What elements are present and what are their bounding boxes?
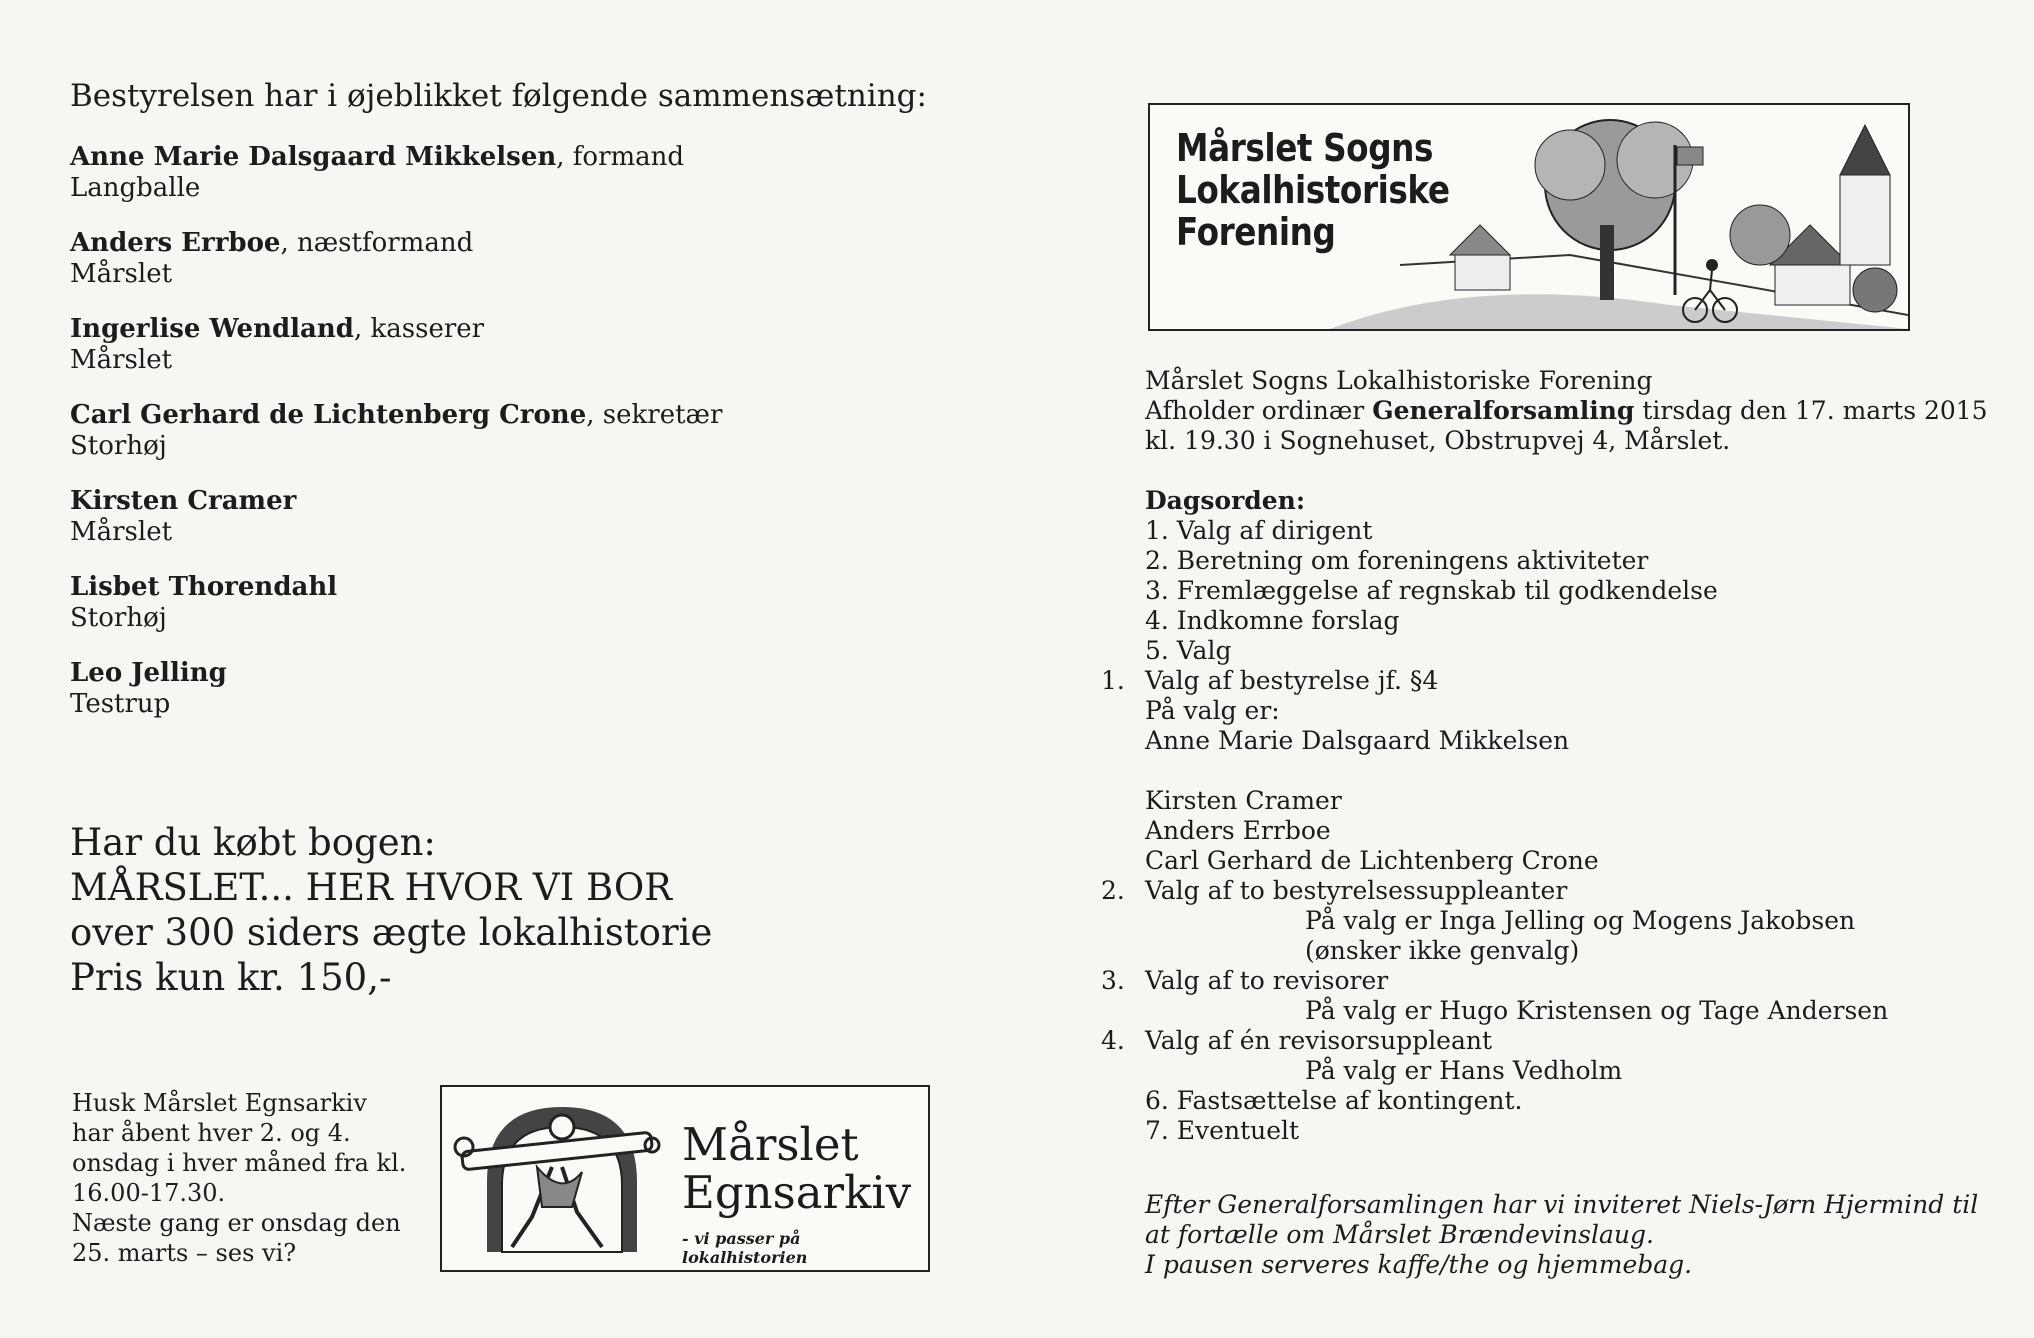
meeting-line: kl. 19.30 i Sognehuset, Obstrupvej 4, Mårslet. <box>1145 426 1731 455</box>
member-role: , næstformand <box>280 228 474 258</box>
member-name: Anders Errboe <box>70 228 281 258</box>
member-place: Mårslet <box>70 345 173 375</box>
member-place: Langballe <box>70 173 201 203</box>
agenda-subitem: 4. Valg af én revisorsuppleant <box>1101 1026 1493 1055</box>
member-role: , sekretær <box>586 400 723 430</box>
agenda-item: 4. Indkomne forslag <box>1145 606 1400 635</box>
agenda-item: 3. Fremlæggelse af regnskab til godkendelse <box>1145 576 1718 605</box>
book-title: MÅRSLET... HER HVOR VI BOR <box>70 866 673 909</box>
village-illustration-icon <box>1150 105 1908 329</box>
footer-note: Efter Generalforsamlingen har vi inviteret Niels-Jørn Hjermind til <box>1145 1190 1979 1219</box>
agenda-heading: Dagsorden: <box>1145 486 1306 515</box>
agenda-item: 6. Fastsættelse af kontingent. <box>1145 1086 1523 1115</box>
archive-line: 16.00-17.30. <box>72 1179 226 1207</box>
meeting-generalforsamling: Generalforsamling <box>1372 396 1635 425</box>
book-advert <box>70 820 712 1000</box>
archive-line: 25. marts – ses vi? <box>72 1239 297 1267</box>
agenda-text: Carl Gerhard de Lichtenberg Crone <box>1145 846 1599 875</box>
member-place: Mårslet <box>70 259 173 289</box>
board-member <box>70 142 970 204</box>
board-heading: Bestyrelsen har i øjeblikket følgende sammensætning: <box>70 78 927 114</box>
board-member <box>70 572 970 634</box>
meeting-org: Mårslet Sogns Lokalhistoriske Forening <box>1145 366 1653 395</box>
meeting-line: Afholder ordinær Generalforsamling tirsdag den 17. marts 2015 <box>1145 396 1988 425</box>
member-name: Kirsten Cramer <box>70 486 297 516</box>
member-name: Ingerlise Wendland <box>70 314 354 344</box>
member-name: Lisbet Thorendahl <box>70 572 338 602</box>
society-logo <box>1148 103 1910 331</box>
agenda-text: På valg er Inga Jelling og Mogens Jakobsen <box>1305 906 1856 935</box>
board-member <box>70 486 970 548</box>
archive-figure-icon <box>442 1087 672 1267</box>
board-members <box>70 142 970 720</box>
egnsarkiv-title: Mårslet Egnsarkiv <box>682 1118 912 1219</box>
agenda-text: Anne Marie Dalsgaard Mikkelsen <box>1145 726 1570 755</box>
member-role: , formand <box>556 142 685 172</box>
archive-line: Husk Mårslet Egnsarkiv <box>72 1089 367 1117</box>
book-line: over 300 siders ægte lokalhistorie <box>70 911 713 954</box>
egnsarkiv-logo <box>440 1085 930 1272</box>
archive-note <box>72 1088 412 1268</box>
agenda-item: 1. Valg af dirigent <box>1145 516 1373 545</box>
board-member <box>70 314 970 376</box>
agenda-item: 5. Valg <box>1145 636 1232 665</box>
agenda-item: 2. Beretning om foreningens aktiviteter <box>1145 546 1649 575</box>
book-price: Pris kun kr. 150,- <box>70 956 392 999</box>
agenda-subitem: 1. Valg af bestyrelse jf. §4 <box>1101 666 1439 695</box>
footer-note: I pausen serveres kaffe/the og hjemmebag. <box>1145 1250 1693 1279</box>
member-name: Anne Marie Dalsgaard Mikkelsen <box>70 142 557 172</box>
agenda-text: På valg er Hugo Kristensen og Tage Andersen <box>1305 996 1889 1025</box>
agenda-text: Kirsten Cramer <box>1145 786 1342 815</box>
agenda-subitem: 3. Valg af to revisorer <box>1101 966 1389 995</box>
egnsarkiv-tagline: - vi passer på lokalhistorien <box>682 1229 808 1267</box>
board-member <box>70 400 970 462</box>
agenda-text: På valg er: <box>1145 696 1280 725</box>
member-name: Leo Jelling <box>70 658 227 688</box>
archive-line: Næste gang er onsdag den <box>72 1209 401 1237</box>
agenda-item: 7. Eventuelt <box>1145 1116 1300 1145</box>
agenda-text: På valg er Hans Vedholm <box>1305 1056 1623 1085</box>
board-section <box>70 78 970 744</box>
member-role: , kasserer <box>353 314 485 344</box>
member-place: Mårslet <box>70 517 173 547</box>
board-member <box>70 658 970 720</box>
agenda-text: (ønsker ikke genvalg) <box>1305 936 1580 965</box>
agenda-text: Anders Errboe <box>1145 816 1331 845</box>
archive-line: onsdag i hver måned fra kl. <box>72 1149 407 1177</box>
member-name: Carl Gerhard de Lichtenberg Crone <box>70 400 587 430</box>
member-place: Storhøj <box>70 431 167 461</box>
society-name: Mårslet Sogns Lokalhistoriske Forening <box>1176 126 1450 254</box>
member-place: Testrup <box>70 689 171 719</box>
book-line: Har du købt bogen: <box>70 821 436 864</box>
board-member <box>70 228 970 290</box>
member-place: Storhøj <box>70 603 167 633</box>
footer-note: at fortælle om Mårslet Brændevinslaug. <box>1145 1220 1654 1249</box>
archive-line: har åbent hver 2. og 4. <box>72 1119 351 1147</box>
agenda-subitem: 2. Valg af to bestyrelsessuppleanter <box>1101 876 1568 905</box>
meeting-notice <box>1101 366 2005 1280</box>
